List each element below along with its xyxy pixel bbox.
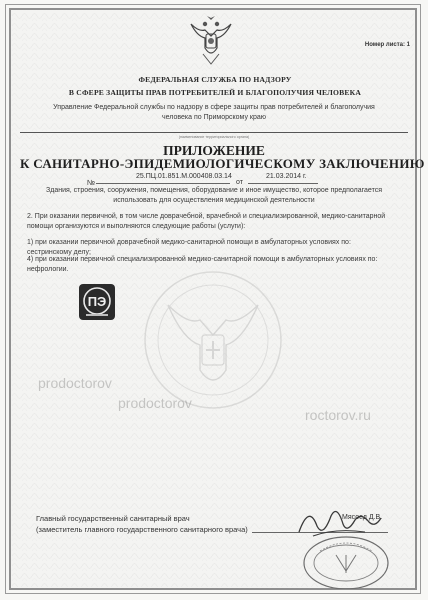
item-1-line1: 1) при оказании первичной доврачебной медико-санитарной помощи в амбулаторных условиях по: [27,239,351,246]
item-4-line1: 4) при оказании первичной специализированной медико-санитарной помощи в амбулаторных условиях по: [27,256,378,263]
item-2-line1: 2. При оказании первичной, в том числе доврачебной, врачебной и специализированной, медико-санитарной [27,213,386,220]
date-underline [248,183,318,184]
certificate-number: 25.ПЦ.01.851.М.000408.03.14 [136,173,232,180]
separator-caption: (наименование территориального органа) [178,135,250,139]
document-title: ПРИЛОЖЕНИЕ [163,143,265,158]
coat-of-arms-emblem [183,14,239,66]
watermark-text: prodoctorov [118,395,192,411]
separator-line [20,132,408,133]
certificate-date: 21.03.2014 г. [266,173,307,180]
item-1-line2: сестринскому делу; [27,249,91,256]
territorial-body-line1: Управление Федеральной службы по надзору в сфере защиты прав потребителей и благополучия [53,104,375,111]
sheet-number: Номер листа: 1 [364,42,410,48]
watermark-text: prodoctorov [38,375,112,391]
description-line1: Здания, строения, сооружения, помещения, оборудование и иное имущество, которое предполагается [46,187,382,194]
item-2-line2: помощи организуются и выполняются следующие работы (услуги): [27,223,246,230]
signer-name: Мясоед Д.В. [342,514,383,521]
faint-emblem-watermark [138,265,288,415]
description-line2: использовать для осуществления медицинской деятельности [113,197,315,204]
signatory-role-line1: Главный государственный санитарный врач [36,514,190,523]
number-underline [96,183,230,184]
signatory-role-line2: (заместитель главного государственного санитарного врача) [36,525,248,534]
date-prefix: от [236,179,243,186]
agency-title-line1: ФЕДЕРАЛЬНАЯ СЛУЖБА ПО НАДЗОРУ [138,75,292,84]
number-label: № [87,178,96,187]
logo-text: ПЭ [87,294,107,309]
official-stamp-seal [300,525,392,589]
watermark-text: roctorov.ru [305,407,371,423]
item-4-line2: нефрологии. [27,266,69,273]
agency-title-line2: В СФЕРЕ ЗАЩИТЫ ПРАВ ПОТРЕБИТЕЛЕЙ И БЛАГОПОЛУЧИЯ ЧЕЛОВЕКА [68,88,362,97]
document-subtitle: К САНИТАРНО-ЭПИДЕМИОЛОГИЧЕСКОМУ ЗАКЛЮЧЕНИЮ [20,156,425,171]
pe-logo-icon [78,283,116,321]
territorial-body-line2: человека по Приморскому краю [162,114,266,121]
